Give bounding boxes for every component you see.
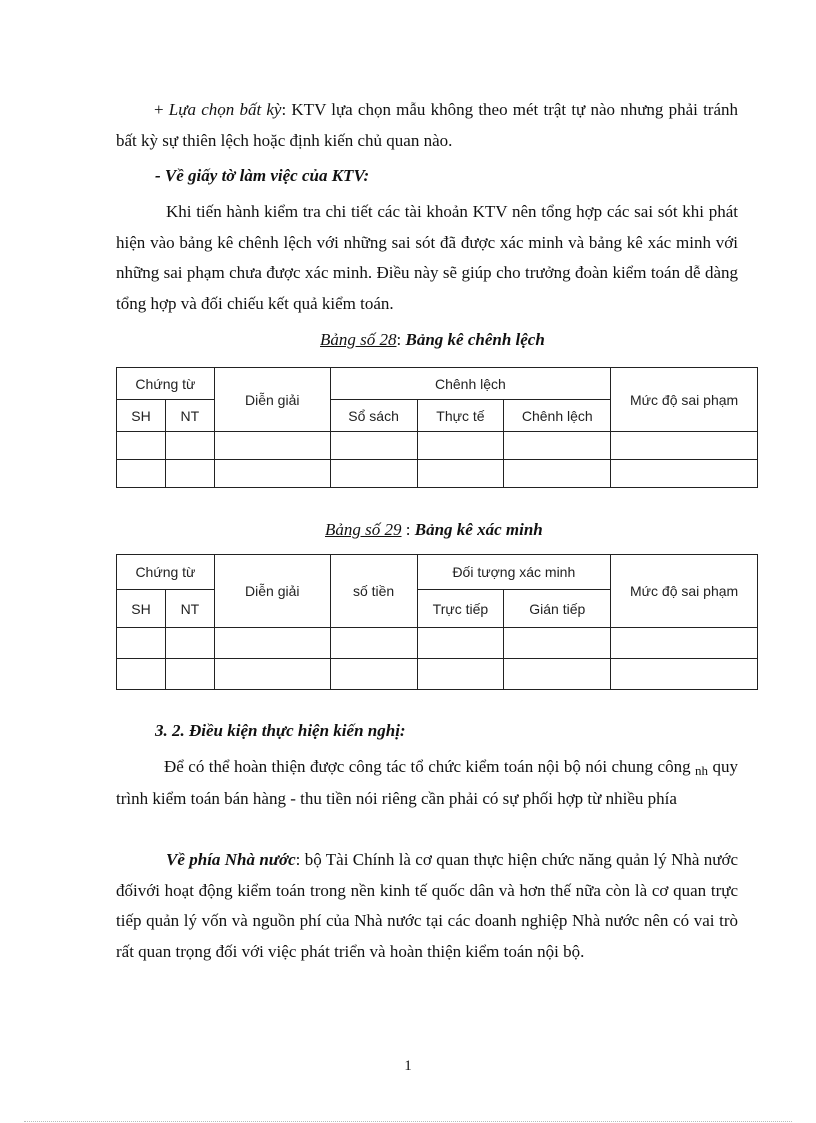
header-nt: NT	[165, 590, 214, 628]
inline-fragment: nh	[695, 763, 709, 778]
header-sh: SH	[117, 590, 166, 628]
paragraph-text: Để có thể hoàn thiện được công tác tổ chức kiểm toán nội bộ nói chung công	[164, 757, 691, 776]
difference-table	[116, 367, 758, 488]
paragraph-random-selection	[116, 95, 738, 156]
table-caption-29	[325, 520, 543, 540]
paragraph-text: : bộ Tài Chính là cơ quan thực hiện chức năng quản lý Nhà nước đốivới hoạt động kiểm toán trong nền kinh tế quốc dân và hơn thế nữa còn là cơ quan trực tiếp quản lý vốn và nguồn phí của Nhà nước tại các doanh nghiệp Nhà nước nên có vai trò rất quan trọng đối với việc phát triển và hoàn thiện kiểm toán nội bộ.	[116, 850, 738, 961]
header-books: Sổ sách	[330, 400, 417, 432]
paragraph-working-papers: Khi tiến hành kiểm tra chi tiết các tài khoản KTV nên tổng hợp các sai sót khi phát hiện vào bảng kê chênh lệch với những sai sót đã được xác minh và bảng kê xác minh với những sai phạm chưa được xác minh. Điều này sẽ giúp cho trưởng đoàn kiểm toán dễ dàng tổng hợp và đối chiếu kết quả kiểm toán.	[116, 202, 738, 313]
header-verification-subject: Đối tượng xác minh	[417, 555, 611, 590]
table-label: Bảng số 29	[325, 520, 402, 539]
page-number: 1	[404, 1058, 412, 1074]
paragraph-text: quy trình kiểm toán bán hàng - thu tiền nói riêng cần phải có sự phối hợp từ nhiều phía	[116, 757, 739, 808]
header-description: Diễn giải	[214, 555, 330, 628]
bold-term: Về phía Nhà nước	[166, 850, 296, 869]
table-title: Bảng kê chênh lệch	[405, 330, 545, 349]
section-heading-working-papers: - Về giấy tờ làm việc của KTV:	[155, 166, 370, 185]
table-caption-28	[320, 330, 545, 350]
paragraph-state-side	[116, 845, 738, 967]
table-label: Bảng số 28	[320, 330, 397, 349]
footer-divider	[24, 1121, 792, 1122]
bullet-prefix: +	[154, 100, 169, 119]
table-row	[117, 432, 758, 460]
header-voucher: Chứng từ	[117, 368, 215, 400]
section-heading-conditions: 3. 2. Điều kiện thực hiện kiến nghị:	[155, 721, 406, 740]
table-title: Bảng kê xác minh	[414, 520, 543, 539]
paragraph-text: : KTV lựa chọn mẫu không theo mét trật tự nào nhưng phải tránh bất kỳ sự thiên lệch hoặc định kiến chủ quan nào.	[116, 100, 738, 150]
table-row	[117, 628, 758, 659]
header-amount: số tiền	[330, 555, 417, 628]
caption-separator: :	[396, 330, 406, 349]
header-direct: Trực tiếp	[417, 590, 504, 628]
header-voucher: Chứng từ	[117, 555, 215, 590]
header-severity: Mức độ sai phạm	[611, 368, 758, 432]
header-indirect: Gián tiếp	[504, 590, 611, 628]
header-difference: Chênh lệch	[330, 368, 611, 400]
header-diff-amount: Chênh lệch	[504, 400, 611, 432]
verification-table	[116, 554, 758, 690]
italic-term: Lựa chọn bất kỳ	[168, 100, 282, 119]
table-row	[117, 659, 758, 690]
header-sh: SH	[117, 400, 166, 432]
header-severity: Mức độ sai phạm	[611, 555, 758, 628]
caption-separator: :	[401, 520, 415, 539]
paragraph-conditions	[116, 752, 738, 814]
header-description: Diễn giải	[214, 368, 330, 432]
table-row	[117, 460, 758, 488]
header-actual: Thực tế	[417, 400, 504, 432]
header-nt: NT	[165, 400, 214, 432]
